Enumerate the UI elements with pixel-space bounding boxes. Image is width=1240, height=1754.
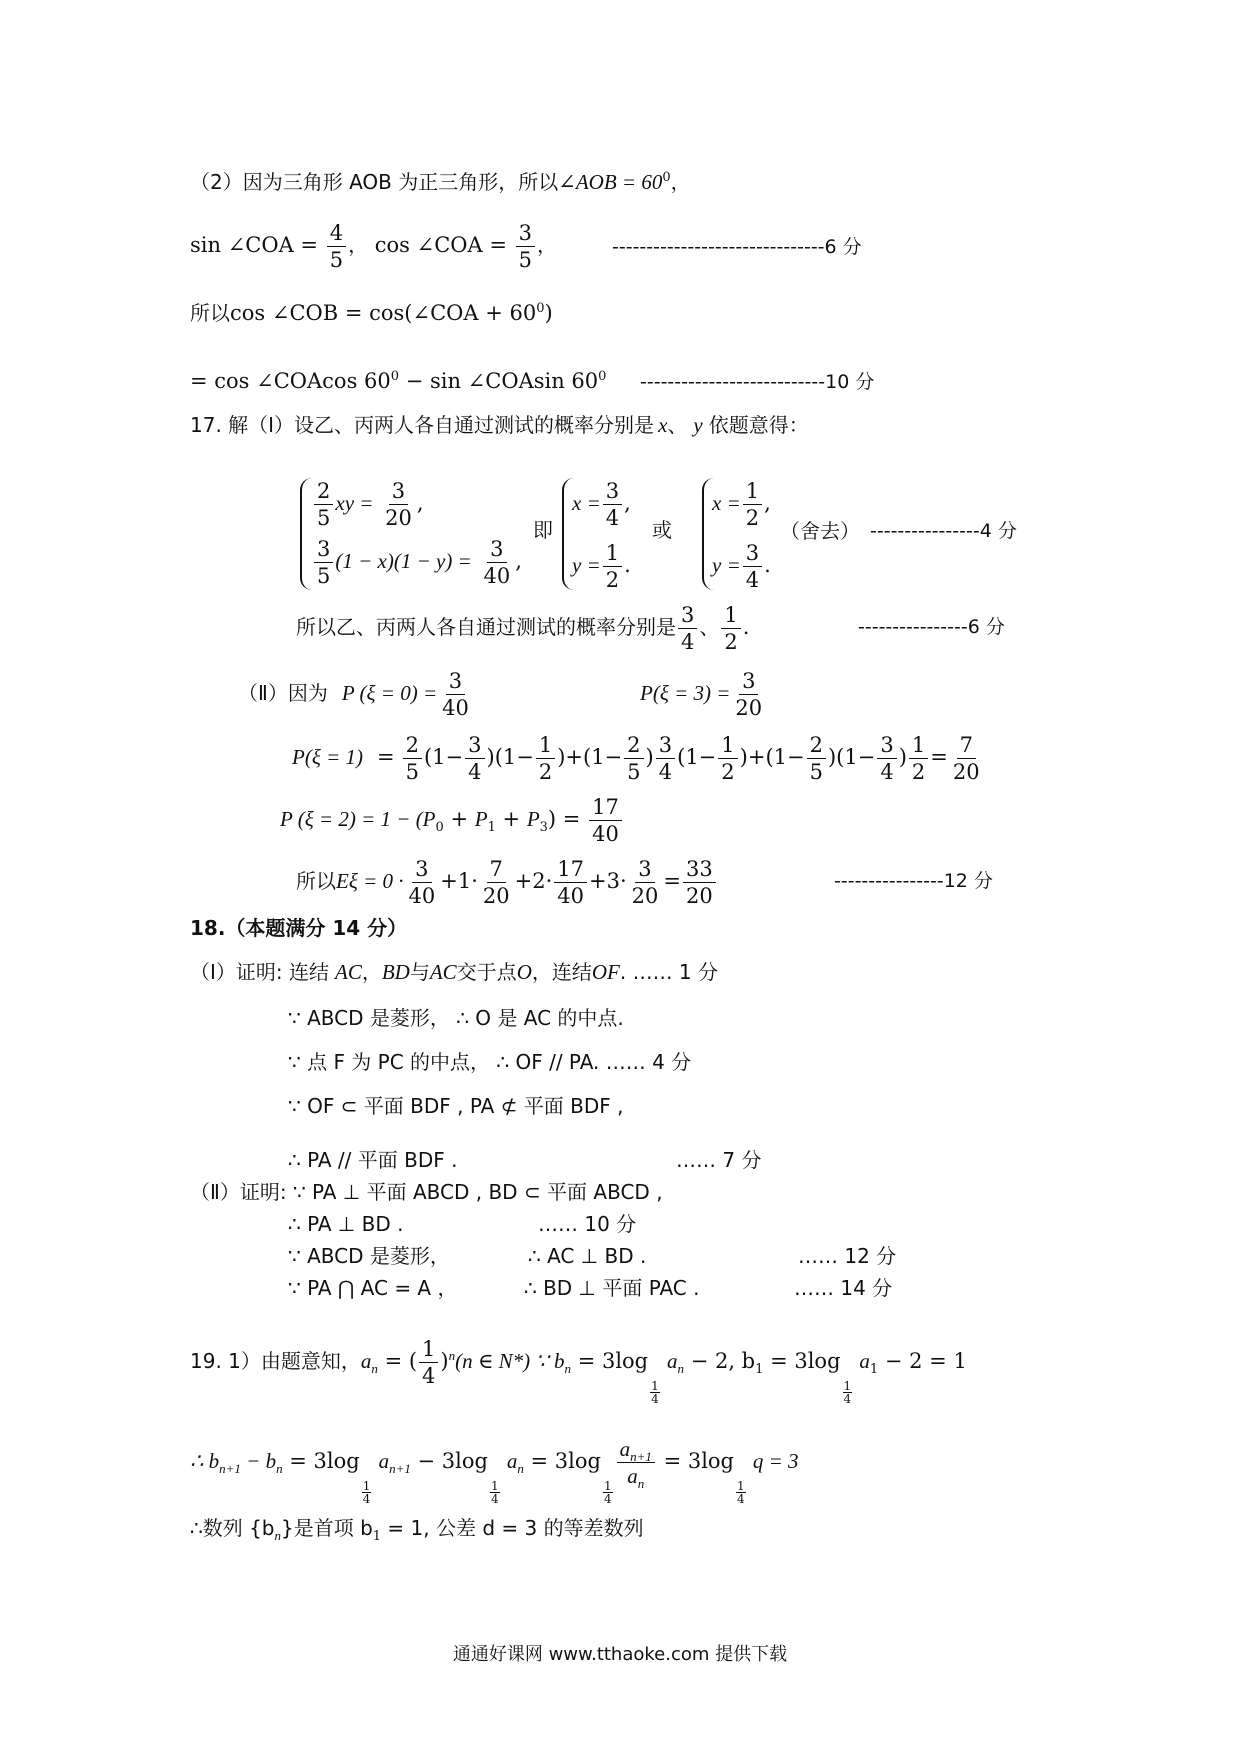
q18-i-line: （Ⅰ）证明: 连结 AC，BD与AC交于点O，连结OF. …… 1 分 [190, 960, 719, 984]
sin-cos-line: sin ∠COA = $\frac{4}{5}$ ， cos ∠COA = $\frac{3}{5}$ ， [190, 221, 558, 273]
score-10: ---------------------------10 分 [640, 371, 875, 393]
q18-score-7: …… 7 分 [676, 1148, 762, 1172]
expectation-line: 所以Eξ = 0 · $\frac{3}{40}$ +1· $\frac{7}{20}$ +2· $\frac{17}{40}$ +3· $\frac{3}{20}$ = $\frac{33}{20}$ [296, 858, 718, 907]
part2b-line: （Ⅱ）因为 P (ξ = 0) = $\frac{3}{40}$ [238, 669, 469, 721]
score-12: ----------------12 分 [834, 870, 993, 892]
q19-line2: ∴ $b_{n+1} - b_n = 3\log$ $\frac{1}{4}$ $a_{n+1} - 3\log$ $\frac{1}{4}$ $a_n = 3\log$ $\frac{1}{4}$ $\frac{a_{n+1}}{a_n}$ = 3log $\frac{1}{4}$ q = 3 [190, 1437, 799, 1507]
p3-line: P(ξ = 3) = $\frac{3}{20}$ [640, 669, 763, 721]
sol1-y: y = $\frac{1}{2}$ . [572, 541, 631, 593]
sol1-x: x = $\frac{3}{4}$ , [572, 479, 631, 531]
part2-intro-line [190, 172, 691, 193]
cos-expand-2: − sin ∠COAsin 60 [399, 369, 599, 393]
ji-label: 即 [533, 518, 553, 542]
score-6: -------------------------------6 分 [612, 236, 862, 258]
sol2-x: x = $\frac{1}{2}$ , [712, 479, 771, 531]
so-prefix: 所以 [190, 301, 230, 325]
cos-expand-1: = cos ∠COAcos 60 [190, 369, 391, 393]
cos-expand-line: = cos ∠COAcos $60^0 - \sin$ ∠COAsin $60^0$ [190, 369, 607, 393]
cos-label: cos ∠COA = [374, 233, 507, 258]
q18-line9a: ∵ PA ⋂ AC = A ， [288, 1276, 458, 1300]
q17-conclusion: 所以乙、丙两人各自通过测试的概率分别是 $\frac{3}{4}$ 、 $\frac{1}{2}$ . [296, 603, 750, 655]
q18-score-14: …… 14 分 [794, 1276, 893, 1300]
cos-cob-line: 所以cos ∠COB = cos(∠COA + $60^0$) [190, 301, 553, 325]
brace-1 [300, 478, 312, 590]
q19-line3: ∴数列 $\{b_n\}$是首项 $b_1 = 1$, 公差 d = 3 的等差数列 [190, 1516, 644, 1545]
q18-ii-line: （Ⅱ）证明: ∵ PA ⊥ 平面 ABCD , BD ⊂ 平面 ABCD , [190, 1180, 663, 1204]
q18-line5: ∴ PA // 平面 BDF . [288, 1148, 458, 1172]
sin-label: sin ∠COA = [190, 233, 319, 258]
footer-text: 通通好课网 www.tthaoke.com 提供下载 [452, 1644, 788, 1665]
q17-intro: 17. 解（Ⅰ）设乙、丙两人各自通过测试的概率分别是 [190, 413, 655, 437]
q18-line3: ∵ 点 F 为 PC 的中点， ∴ OF // PA. …… 4 分 [288, 1050, 692, 1074]
p1-line: P(ξ = 1) = $\frac{2}{5}$ (1− $\frac{3}{4}$ )(1− $\frac{1}{2}$ )+(1− $\frac{2}{5}$ ) $\frac{3}{4}$ (1− $\frac{1}{2}$ )+(1− $\frac{2}{5}$ )(1− $\frac{3}{4}$ ) $\frac{1}{2}$ = $\frac{7}{20}$ [292, 733, 980, 785]
sol2-y: y = $\frac{3}{4}$ . [712, 541, 771, 593]
eq2: $\frac{3}{5}$ (1 − x)(1 − y) = $\frac{3}{40}$ , [312, 538, 522, 587]
q18-score-12: …… 12 分 [798, 1244, 897, 1268]
q18-line8a: ∵ ABCD 是菱形， [288, 1244, 450, 1268]
comma: ， [670, 170, 691, 194]
q18-title: 18.（本题满分 14 分） [190, 916, 408, 940]
p2-line: P $(\xi = 2) = 1 - (P_0 + P_1 + P_3)$ = $\frac{17}{40}$ [280, 796, 624, 845]
score-4a: ----------------4 分 [870, 520, 1017, 542]
part2-intro: （2）因为三角形 AOB 为正三角形，所以 [190, 170, 559, 194]
q18-line9b: ∴ BD ⊥ 平面 PAC . [524, 1276, 700, 1300]
q17-intro-line: 17. 解（Ⅰ）设乙、丙两人各自通过测试的概率分别是 x、 y 依题意得： [190, 413, 809, 437]
cos-cob: cos ∠COB = cos(∠COA + 60 [230, 301, 537, 325]
huo-label: 或 [652, 518, 672, 542]
q18-line2: ∵ ABCD 是菱形， ∴ O 是 AC 的中点. [288, 1006, 624, 1030]
frac-4-5: $\frac{4}{5}$ [327, 222, 346, 271]
degree-sup: 0 [662, 170, 671, 185]
angle-aob: ∠AOB = 60 [558, 170, 663, 194]
q19-line1: 19. 1）由题意知，$a_n$ = ( $\frac{1}{4}$ )$^n$(n ∈ N*) ∵ $b_n = 3\log$ $\frac{1}{4}$ $a_n - 2$, $b_1 = 3\log$ $\frac{1}{4}$ $a_1 - 2 = 1$ [190, 1337, 967, 1407]
q18-line7: ∴ PA ⊥ BD . [288, 1212, 404, 1236]
q18-line8b: ∴ AC ⊥ BD . [528, 1244, 647, 1268]
q18-line4: ∵ OF ⊂ 平面 BDF , PA ⊄ 平面 BDF , [288, 1094, 624, 1118]
eq1: $\frac{2}{5}$ xy = $\frac{3}{20}$ , [312, 480, 424, 529]
shequ-label: （舍去） [780, 519, 860, 543]
frac-3-5: $\frac{3}{5}$ [516, 222, 535, 271]
q18-score-10: …… 10 分 [538, 1212, 637, 1236]
score-6b: ----------------6 分 [858, 616, 1005, 638]
